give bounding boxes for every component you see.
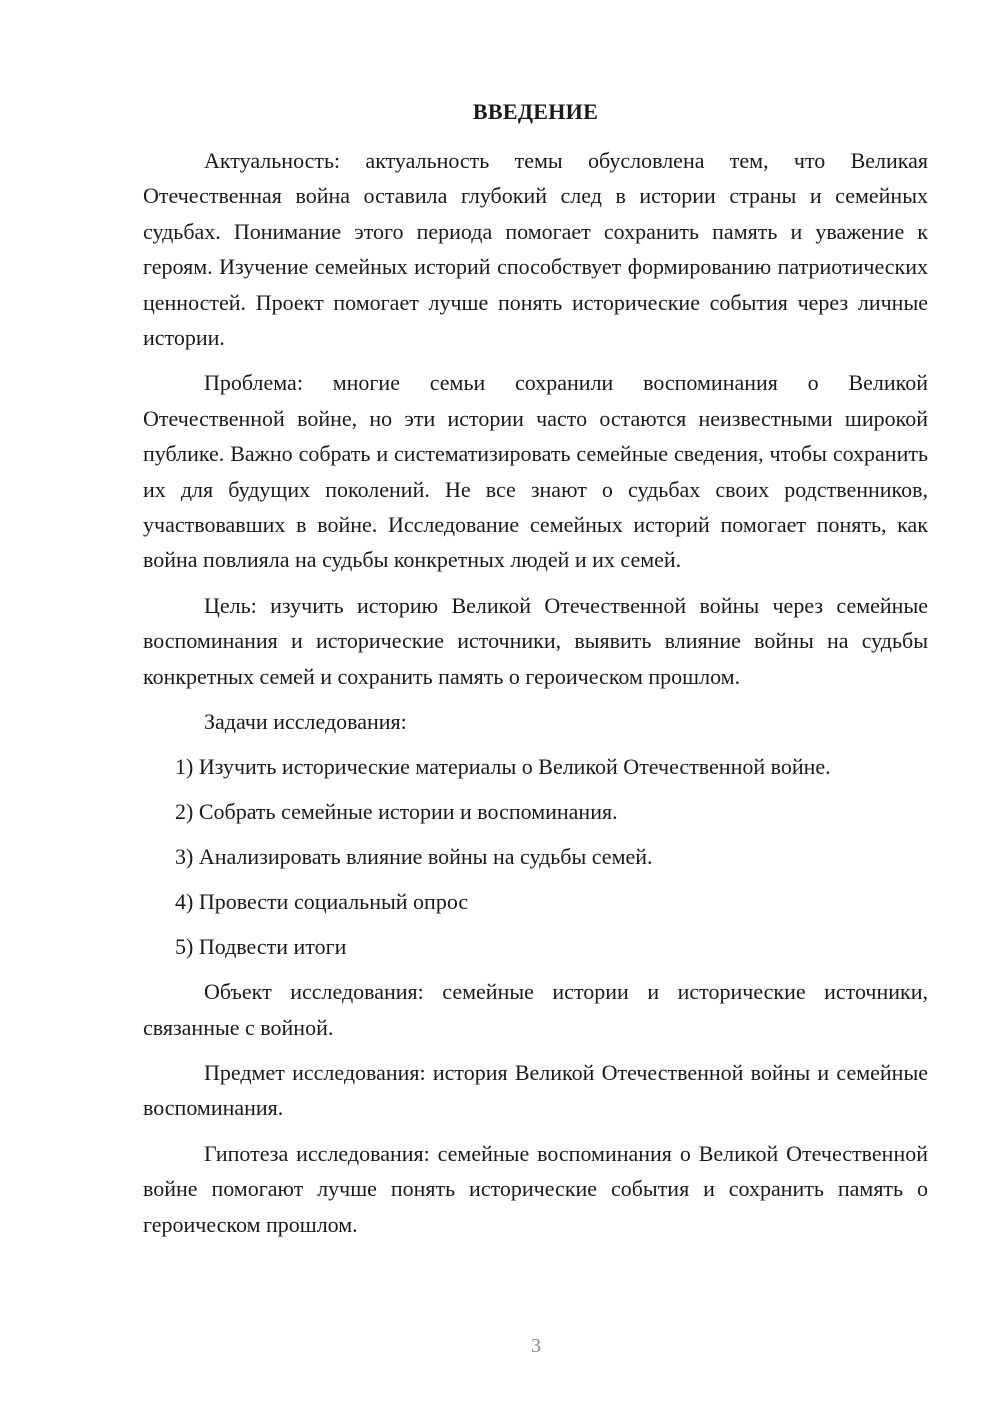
task-item: 3) Анализировать влияние войны на судьбы семей. xyxy=(175,844,653,870)
problem-paragraph: Проблема: многие семьи сохранили воспоминания о Великой Отечественной войне, но эти истории часто остаются неизвестными широкой публике. Важно собрать и систематизировать семейные сведения, чтобы сохранить их для будущих поколений. Не все знают о судьбах своих родственников, участвовавших в войне. Исследование семейных историй помогает понять, как война повлияла на судьбы конкретных людей и их семей. xyxy=(143,370,928,573)
page-number: 3 xyxy=(531,1335,541,1357)
subject-paragraph: Предмет исследования: история Великой Отечественной войны и семейные воспоминания. xyxy=(143,1059,928,1121)
object-paragraph: Объект исследования: семейные истории и исторические источники, связанные с войной. xyxy=(143,979,928,1040)
section-title: ВВЕДЕНИЕ xyxy=(472,99,599,124)
task-item: 2) Собрать семейные истории и воспоминания. xyxy=(175,799,618,825)
hypothesis-paragraph: Гипотеза исследования: семейные воспоминания о Великой Отечественной войне помогают лучше понять исторические события и сохранить память о героическом прошлом. xyxy=(143,1140,928,1237)
tasks-heading: Задачи исследования: xyxy=(204,709,407,735)
task-item: 1) Изучить исторические материалы о Великой Отечественной войне. xyxy=(175,754,831,780)
relevance-paragraph: Актуальность: актуальность темы обусловлена тем, что Великая Отечественная война оставила глубокий след в истории страны и семейных судьбах. Понимание этого периода помогает сохранить память и уважение к героям. Изучение семейных историй способствует формированию патриотических ценностей. Проект помогает лучше понять исторические события через личные истории. xyxy=(143,148,928,351)
document-page xyxy=(143,94,928,1252)
task-item: 4) Провести социальный опрос xyxy=(175,889,469,915)
goal-paragraph: Цель: изучить историю Великой Отечественной войны через семейные воспоминания и исторические источники, выявить влияние войны на судьбы конкретных семей и сохранить память о героическом прошлом. xyxy=(143,592,928,689)
tasks-list xyxy=(143,749,928,964)
task-item: 5) Подвести итоги xyxy=(175,934,347,960)
